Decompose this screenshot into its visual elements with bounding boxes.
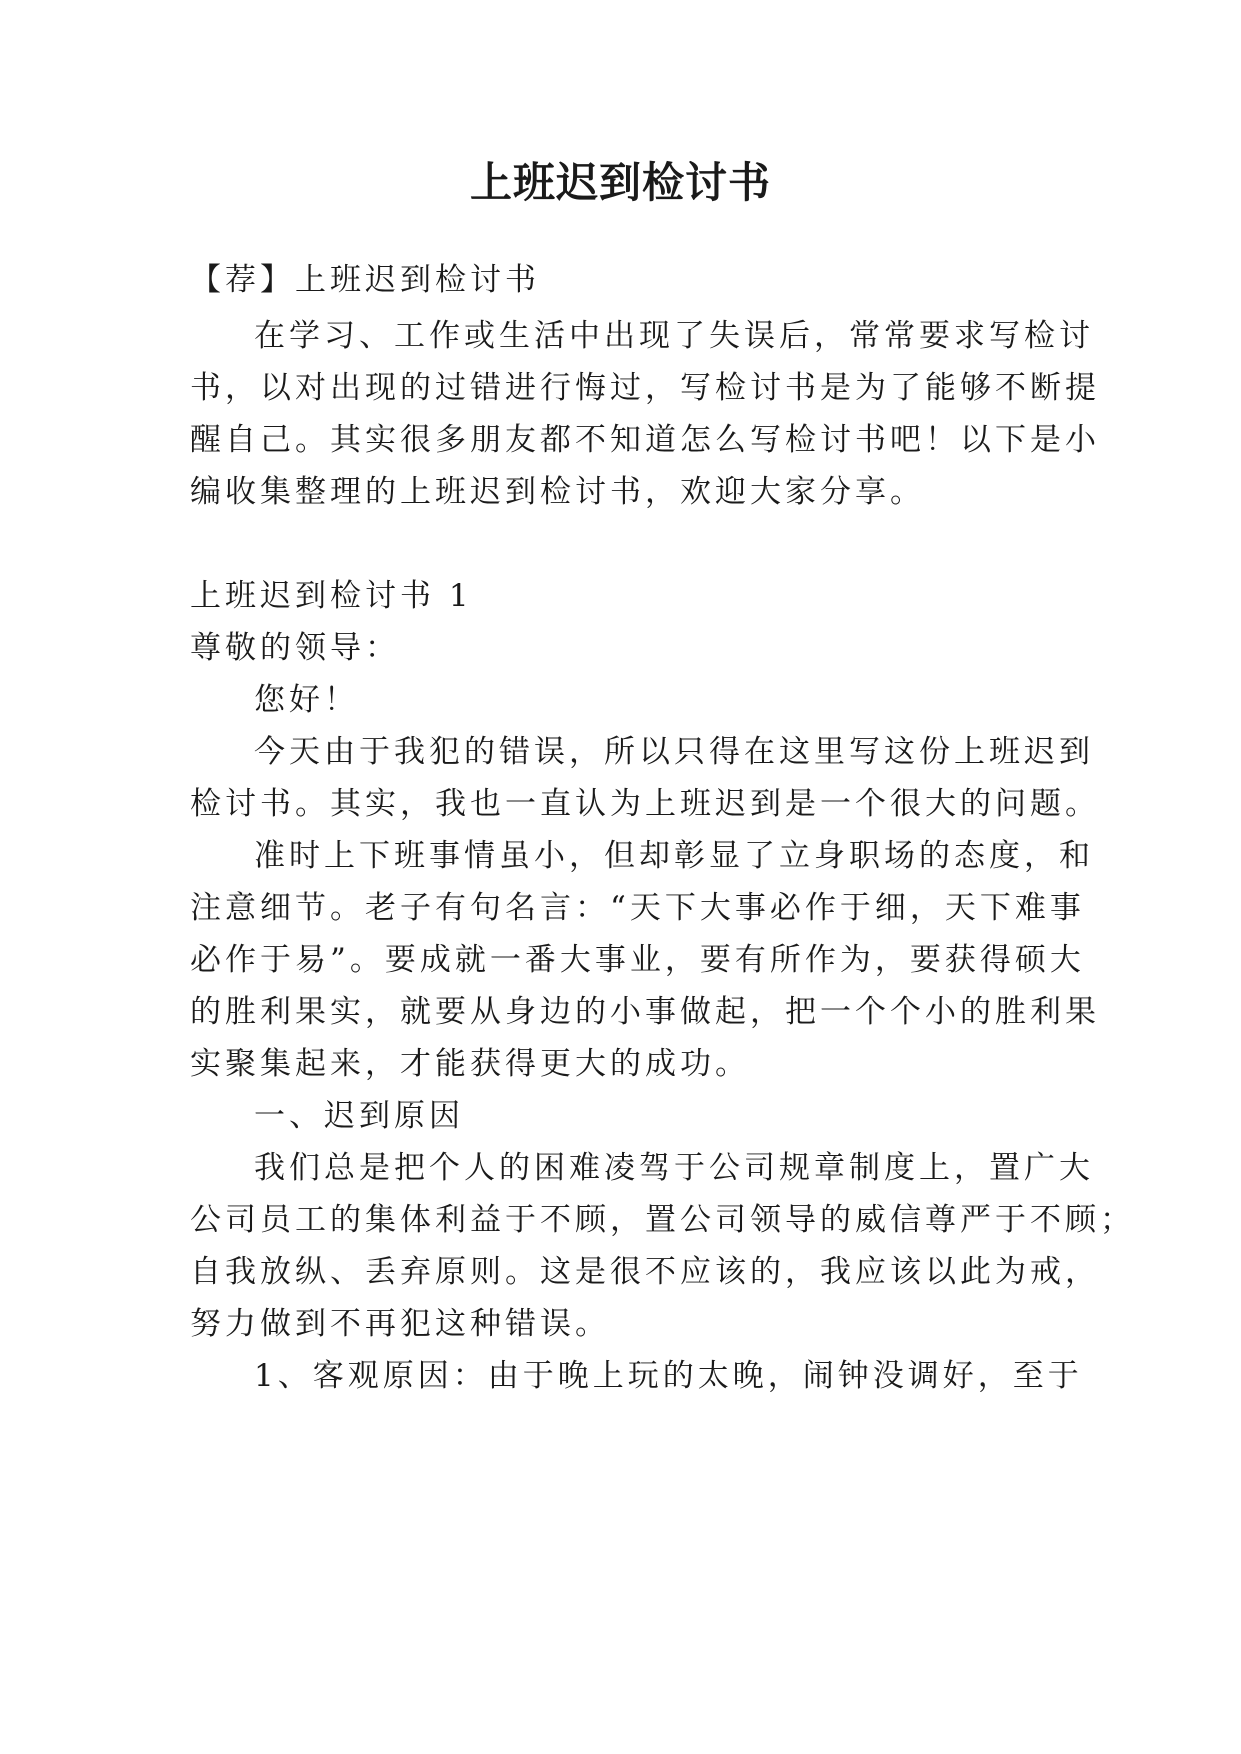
body-line-9: 公司员工的集体利益于不顾，置公司领导的威信尊严于不顾；	[190, 1202, 1135, 1238]
body-line-5: 必作于易”。要成就一番大事业，要有所作为，要获得硕大	[190, 942, 1085, 978]
body-line-4: 注意细节。老子有句名言：“天下大事必作于细，天下难事	[190, 890, 1085, 926]
intro-line-2: 书，以对出现的过错进行悔过，写检讨书是为了能够不断提	[190, 370, 1100, 406]
recommended-heading: 【荐】上班迟到检讨书	[190, 262, 540, 298]
intro-line-4: 编收集整理的上班迟到检讨书，欢迎大家分享。	[190, 474, 925, 510]
section-heading: 上班迟到检讨书 1	[190, 578, 473, 614]
body-line-7: 实聚集起来，才能获得更大的成功。	[190, 1046, 750, 1082]
body-line-11: 努力做到不再犯这种错误。	[190, 1306, 610, 1342]
document-title: 上班迟到检讨书	[469, 158, 771, 207]
body-line-3: 准时上下班事情虽小，但却彰显了立身职场的态度，和	[254, 838, 1094, 874]
intro-line-3: 醒自己。其实很多朋友都不知道怎么写检讨书吧！以下是小	[190, 422, 1100, 458]
body-line-10: 自我放纵、丢弃原则。这是很不应该的，我应该以此为戒，	[190, 1254, 1100, 1290]
body-line-2: 检讨书。其实，我也一直认为上班迟到是一个很大的问题。	[190, 786, 1100, 822]
salutation: 尊敬的领导：	[190, 630, 400, 666]
body-line-12: 1、客观原因：由于晚上玩的太晚，闹钟没调好，至于	[254, 1358, 1083, 1394]
body-line-8: 我们总是把个人的困难凌驾于公司规章制度上，置广大	[254, 1150, 1094, 1186]
greeting: 您好！	[254, 682, 359, 718]
body-line-1: 今天由于我犯的错误，所以只得在这里写这份上班迟到	[254, 734, 1094, 770]
body-line-6: 的胜利果实，就要从身边的小事做起，把一个个小的胜利果	[190, 994, 1100, 1030]
intro-line-1: 在学习、工作或生活中出现了失误后，常常要求写检讨	[254, 318, 1094, 354]
subheading-lateness-reason: 一、迟到原因	[254, 1098, 464, 1134]
